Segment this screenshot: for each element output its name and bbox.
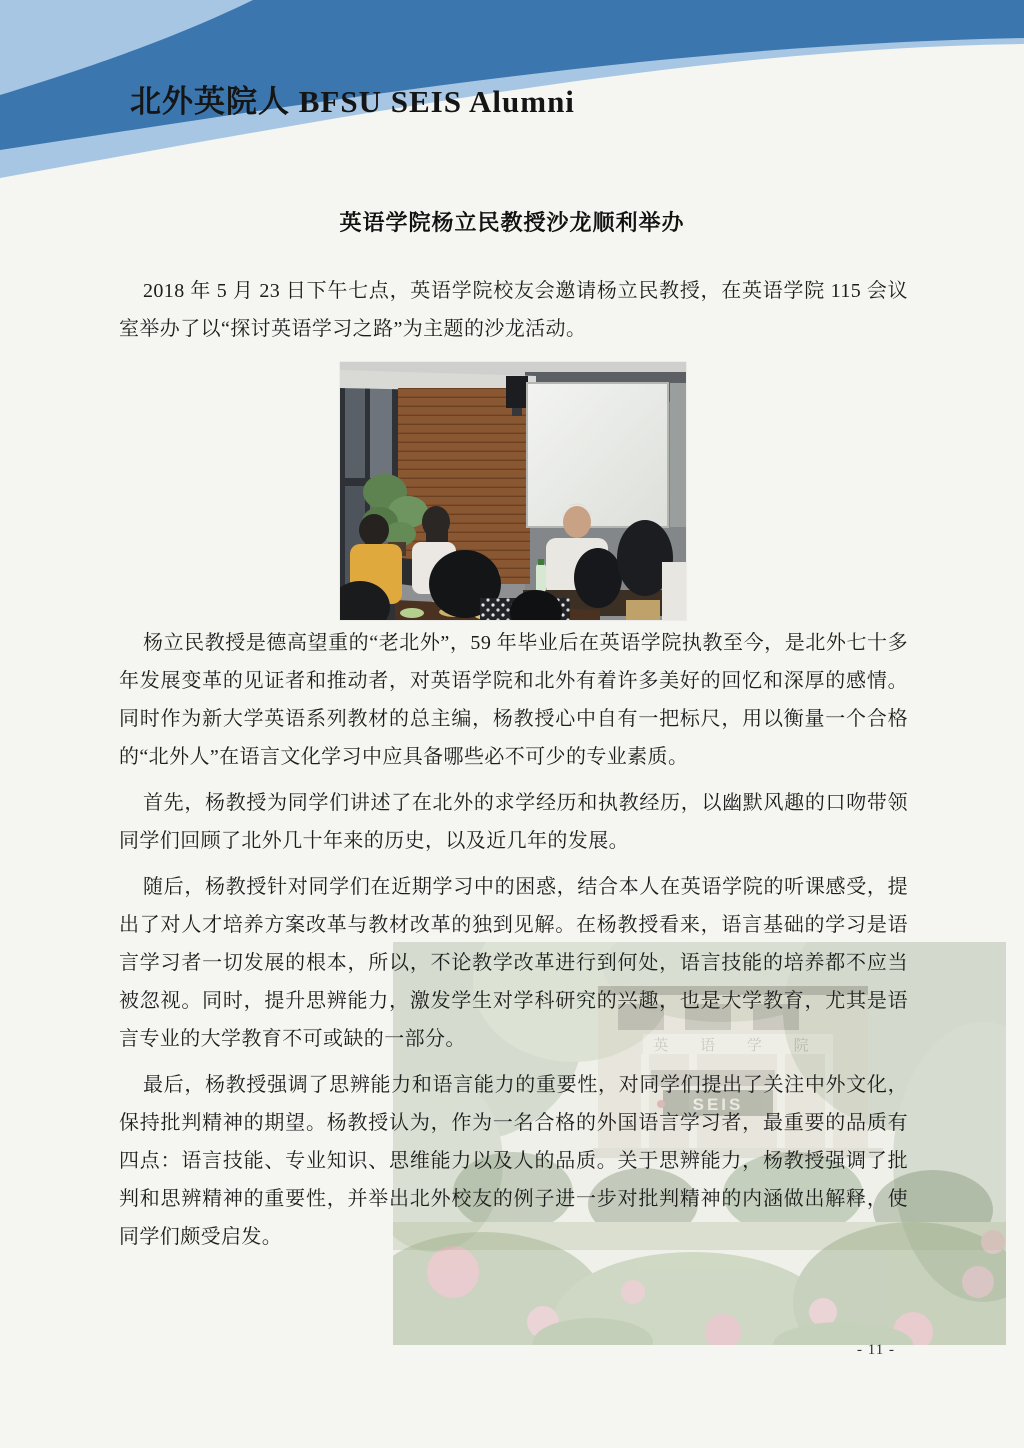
seis-banner-text: SEIS [692, 1095, 744, 1114]
page-number: - 11 - [857, 1342, 895, 1358]
lead-paragraph-block [119, 272, 908, 356]
wall-right-of-screen [670, 383, 686, 527]
speaker-box [506, 376, 528, 408]
paragraph: 首先，杨教授为同学们讲述了在北外的求学经历和执教经历，以幽默风趣的口吻带领同学们回顾了北外几十年来的历史，以及近几年的发展。 [119, 792, 908, 852]
building-sign-text: 英 语 学 院 [653, 1038, 823, 1054]
masthead-title: 北外英院人 BFSU SEIS Alumni [130, 84, 575, 119]
article-body [119, 624, 908, 1264]
paragraph: 随后，杨教授针对同学们在近期学习中的困惑，结合本人在英语学院的听课感受，提出了对人才培养方案改革与教材改革的独到见解。在杨教授看来，语言基础的学习是语言学习者一切发展的根本，所以，不论教学改革进行到何处，语言技能的培养都不应当被忽视。同时，提升思辨能力，激发学生对学科研究的兴趣，也是大学教育，尤其是语言专业的大学教育不可或缺的一部分。 [119, 876, 908, 1050]
projector-screen [527, 383, 668, 527]
speaker-bracket [512, 408, 522, 416]
window-pane [345, 388, 365, 478]
seminar-photo [340, 362, 686, 620]
seminar-photo-scene [340, 362, 686, 620]
paragraph: 最后，杨教授强调了思辨能力和语言能力的重要性，对同学们提出了关注中外文化，保持批判精神的期望。杨教授认为，作为一名合格的外国语言学习者，最重要的品质有四点：语言技能、专业知识、思维能力以及人的品质。关于思辨能力，杨教授强调了批判和思辨精神的重要性，并举出北外校友的例子进一步对批判精神的内涵做出解释，使同学们颇受启发。 [119, 1074, 908, 1248]
paragraph: 杨立民教授是德高望重的“老北外”，59 年毕业后在英语学院执教至今，是北外七十多年发展变革的见证者和推动者，对英语学院和北外有着许多美好的回忆和深厚的感情。同时作为新大学英语系列教材的总主编，杨教授心中自有一把标尺，用以衡量一个合格的“北外人”在语言文化学习中应具备哪些必不可少的专业素质。 [119, 632, 908, 768]
article-title: 英语学院杨立民教授沙龙顺利举办 [339, 210, 685, 235]
window-pane [370, 388, 392, 478]
paragraph: 2018 年 5 月 23 日下午七点，英语学院校友会邀请杨立民教授，在英语学院 115 会议室举办了以“探讨英语学习之路”为主题的沙龙活动。 [119, 280, 908, 340]
